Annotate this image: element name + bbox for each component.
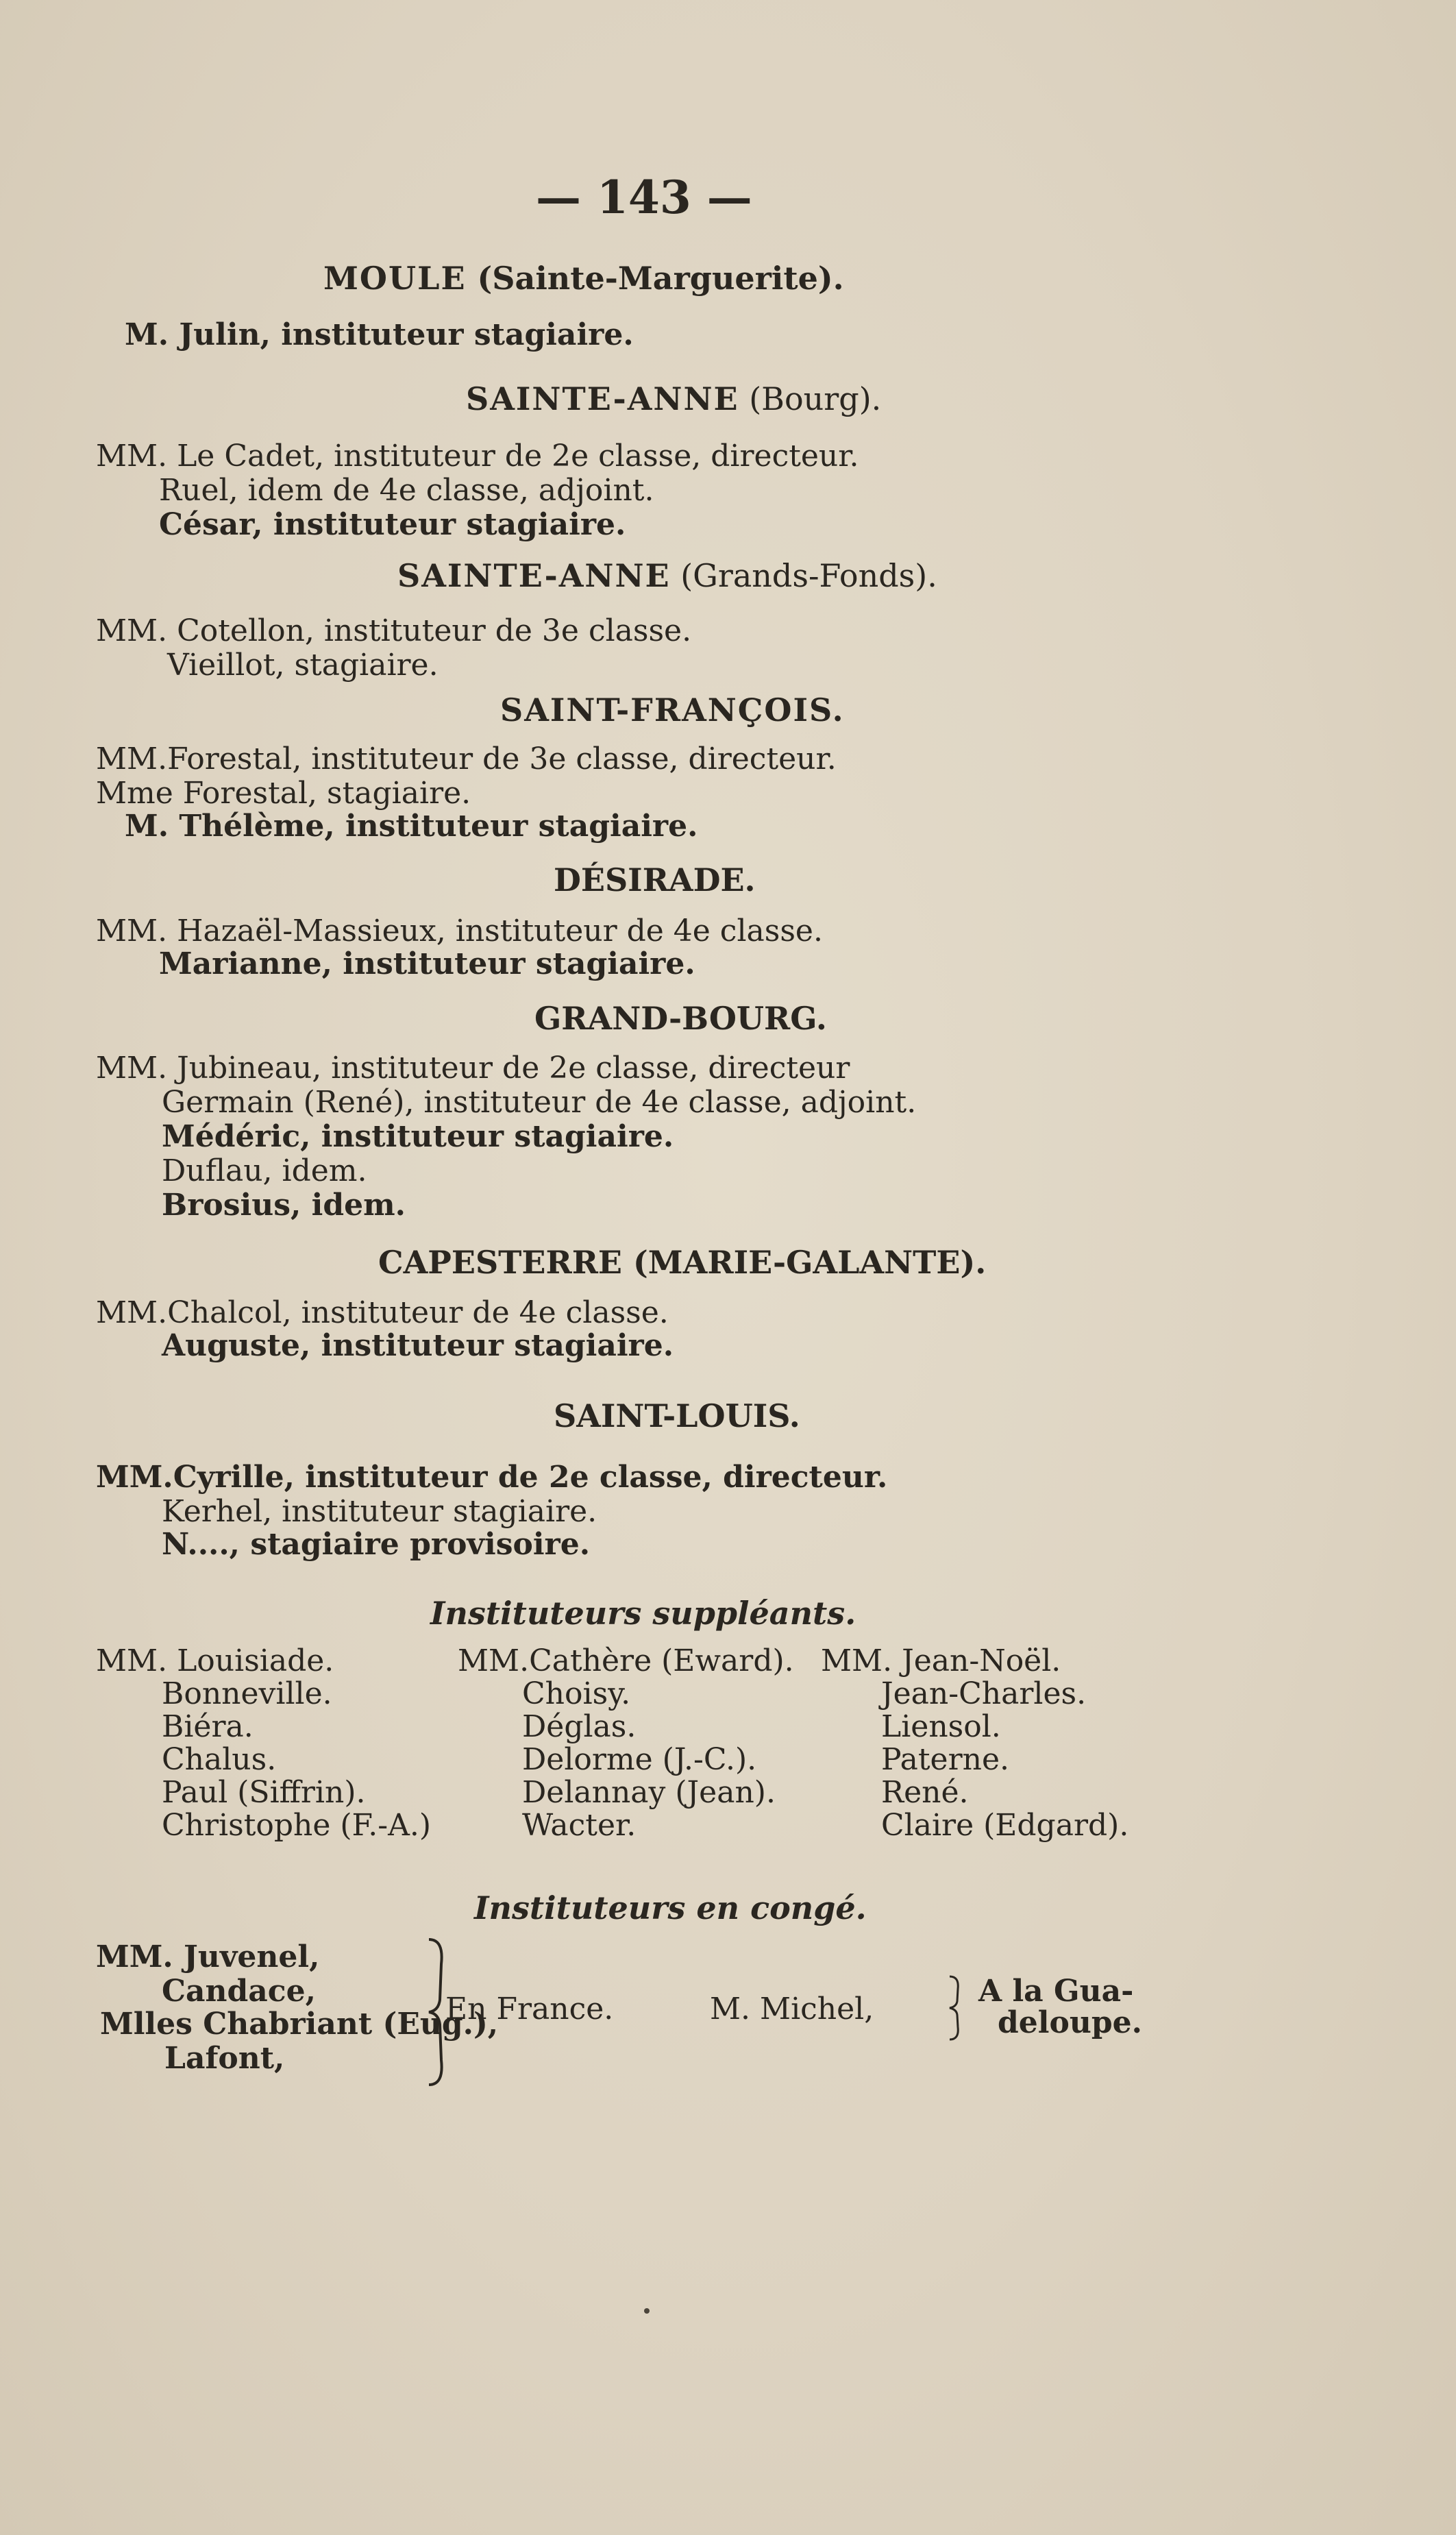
text-line: MM.Cyrille, instituteur de 2e classe, directeur. [96, 1460, 888, 1495]
name-entry: Jean-Charles. [881, 1676, 1087, 1711]
name-entry: Delorme (J.-C.). [522, 1742, 757, 1777]
name-entry: Mlles Chabriant (Eug.), [100, 2007, 499, 2042]
name-entry: Biéra. [162, 1709, 254, 1744]
location-label-france: En France. [445, 1992, 614, 2026]
section-heading-sainte-anne-grands-fonds [397, 558, 937, 593]
heading-place: SAINTE-ANNE [397, 557, 671, 594]
grouping-brace [946, 1974, 966, 2042]
section-heading-saint-francois: SAINT-FRANÇOIS. [500, 691, 845, 728]
heading-sub: (Bourg). [749, 380, 882, 417]
text-line: MM. Hazaël-Massieux, instituteur de 4e classe. [96, 914, 823, 948]
text-line: M. Thélème, instituteur stagiaire. [125, 809, 698, 844]
name-entry: MM. Juvenel, [96, 1939, 320, 1974]
text-line: Médéric, instituteur stagiaire. [162, 1119, 674, 1154]
text-line: César, instituteur stagiaire. [159, 507, 626, 542]
section-heading-desirade: DÉSIRADE. [554, 861, 756, 898]
text-line: MM. Cotellon, instituteur de 3e classe. [96, 613, 692, 648]
name-entry: Liensol. [881, 1709, 1001, 1744]
location-label-guadeloupe: A la Gua- [978, 1974, 1134, 2009]
name-entry: Choisy. [522, 1676, 631, 1711]
text-line: Marianne, instituteur stagiaire. [159, 946, 695, 981]
heading-place: SAINTE-ANNE [466, 380, 739, 417]
text-line: MM. Jubineau, instituteur de 2e classe, directeur [96, 1051, 850, 1086]
name-entry: Paterne. [881, 1742, 1009, 1777]
section-heading-grand-bourg: GRAND-BOURG. [534, 1000, 827, 1037]
text-line: Mme Forestal, stagiaire. [96, 776, 471, 811]
name-entry: Christophe (F.-A.) [162, 1808, 432, 1843]
page-number: — 143 — [536, 171, 752, 224]
text-line: M. Julin, instituteur stagiaire. [125, 317, 634, 352]
section-heading-sainte-anne-bourg [466, 381, 881, 417]
text-line: N...., stagiaire provisoire. [162, 1527, 591, 1562]
text-line: Germain (René), instituteur de 4e classe, adjoint. [162, 1085, 917, 1120]
section-heading-saint-louis: SAINT-LOUIS. [554, 1397, 800, 1434]
name-entry: Wacter. [522, 1808, 637, 1843]
location-label-guadeloupe: deloupe. [998, 2005, 1142, 2040]
name-entry: Déglas. [522, 1709, 637, 1744]
name-entry: Bonneville. [162, 1676, 332, 1711]
text-line: Kerhel, instituteur stagiaire. [162, 1494, 597, 1529]
section-heading-moule [323, 260, 844, 296]
name-entry: MM. Louisiade. [96, 1643, 334, 1678]
heading-sub: (Grands-Fonds). [680, 557, 937, 594]
heading-place: MOULE [323, 260, 467, 297]
name-entry: Claire (Edgard). [881, 1808, 1129, 1843]
name-entry: Paul (Siffrin). [162, 1775, 366, 1810]
name-entry: MM. Jean-Noël. [821, 1643, 1061, 1678]
text-line: Duflau, idem. [162, 1153, 367, 1188]
name-entry: MM.Cathère (Eward). [458, 1643, 794, 1678]
name-entry: Delannay (Jean). [522, 1775, 776, 1810]
text-line: Brosius, idem. [162, 1188, 406, 1223]
name-entry: Lafont, [164, 2041, 285, 2076]
heading-sub: (Sainte-Marguerite). [477, 260, 844, 297]
section-heading-conge: Instituteurs en congé. [474, 1889, 867, 1926]
name-entry: Candace, [162, 1974, 316, 2009]
name-entry: René. [881, 1775, 969, 1810]
name-entry: M. Michel, [710, 1992, 874, 2026]
text-line: MM. Le Cadet, instituteur de 2e classe, directeur. [96, 439, 859, 474]
text-line: Ruel, idem de 4e classe, adjoint. [159, 473, 654, 508]
ink-speck [644, 2308, 650, 2314]
section-heading-suppleants: Instituteurs suppléants. [430, 1595, 856, 1632]
text-line: Vieillot, stagiaire. [167, 648, 439, 683]
text-line: MM.Forestal, instituteur de 3e classe, directeur. [96, 742, 837, 776]
text-line: MM.Chalcol, instituteur de 4e classe. [96, 1295, 669, 1330]
name-entry: Chalus. [162, 1742, 277, 1777]
text-line: Auguste, instituteur stagiaire. [162, 1328, 674, 1363]
section-heading-capesterre: CAPESTERRE (MARIE-GALANTE). [378, 1244, 987, 1281]
